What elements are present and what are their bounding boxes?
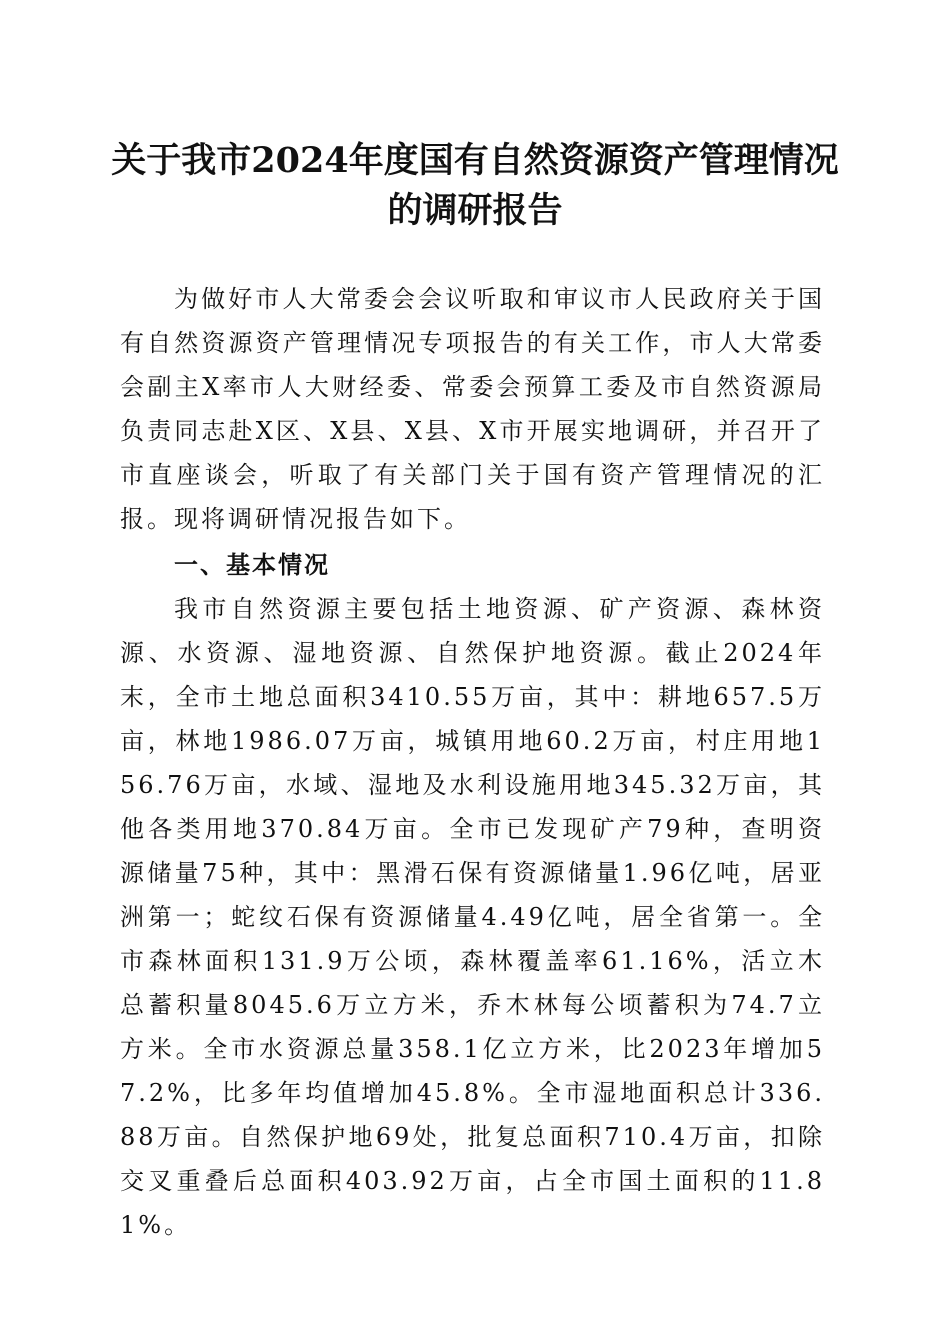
section-heading-basic-situation: 一、基本情况 bbox=[174, 551, 330, 579]
intro-paragraph: 为做好市人大常委会会议听取和审议市人民政府关于国有自然资源资产管理情况专项报告的有关工作，市人大常委会副主X率市人大财经委、常委会预算工委及市自然资源局负责同志赴X区、X县、X县、X市开展实地调研，并召开了市直座谈会，听取了有关部门关于国有资产管理情况的汇报。现将调研情况报告如下。 bbox=[120, 285, 825, 533]
basic-situation-paragraph: 我市自然资源主要包括土地资源、矿产资源、森林资源、水资源、湿地资源、自然保护地资源。截止2024年末，全市土地总面积3410.55万亩，其中：耕地657.5万亩，林地1986.07万亩，城镇用地60.2万亩，村庄用地156.76万亩，水域、湿地及水利设施用地345.32万亩，其他各类用地370.84万亩。全市已发现矿产79种，查明资源储量75种，其中：黑滑石保有资源储量1.96亿吨，居亚洲第一；蛇纹石保有资源储量4.49亿吨，居全省第一。全市森林面积131.9万公顷，森林覆盖率61.16%，活立木总蓄积量8045.6万立方米，乔木林每公顷蓄积为74.7立方米。全市水资源总量358.1亿立方米，比2023年增加57.2%，比多年均值增加45.8%。全市湿地面积总计336.88万亩。自然保护地69处，批复总面积710.4万亩，扣除交叉重叠后总面积403.92万亩，占全市国土面积的11.81%。 bbox=[120, 595, 825, 1239]
document-title: 关于我市2024年度国有自然资源资产管理情况的调研报告 bbox=[111, 140, 839, 231]
